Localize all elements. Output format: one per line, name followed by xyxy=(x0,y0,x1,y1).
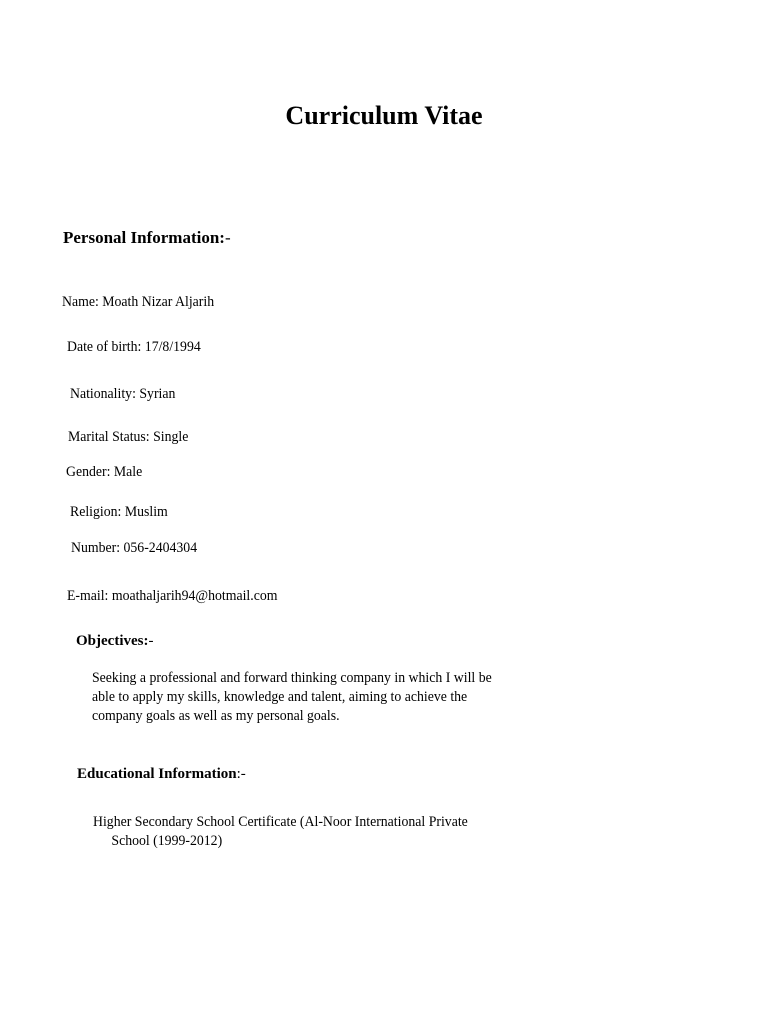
personal-info-heading-label: Personal Information: xyxy=(63,228,225,247)
objectives-paragraph xyxy=(92,669,492,726)
field-name: Name: Moath Nizar Aljarih xyxy=(62,294,215,310)
objectives-line: Seeking a professional and forward thinking company in which I will be xyxy=(92,670,492,686)
objectives-line: company goals as well as my personal goals. xyxy=(92,708,340,724)
education-line: School (1999-2012) xyxy=(111,833,223,849)
education-heading xyxy=(77,764,246,784)
field-religion: Religion: Muslim xyxy=(70,504,168,520)
objectives-heading-suffix: - xyxy=(148,633,154,649)
education-heading-label: Educational Information xyxy=(77,766,237,782)
field-email: E-mail: moathaljarih94@hotmail.com xyxy=(67,588,278,604)
personal-info-heading-suffix: - xyxy=(224,228,231,247)
field-date-of-birth: Date of birth: 17/8/1994 xyxy=(67,339,201,355)
education-line: Higher Secondary School Certificate (Al-Noor International Private xyxy=(93,814,468,830)
field-number: Number: 056-2404304 xyxy=(71,540,198,556)
field-gender: Gender: Male xyxy=(66,464,143,480)
field-nationality: Nationality: Syrian xyxy=(70,386,176,402)
personal-info-heading xyxy=(63,228,231,248)
field-marital-status: Marital Status: Single xyxy=(68,429,189,445)
objectives-heading xyxy=(76,631,153,651)
objectives-line: able to apply my skills, knowledge and talent, aiming to achieve the xyxy=(92,689,468,705)
education-heading-suffix: :- xyxy=(236,766,246,782)
objectives-heading-label: Objectives: xyxy=(76,633,149,649)
document-title: Curriculum Vitae xyxy=(285,101,483,130)
education-entry xyxy=(93,813,468,851)
